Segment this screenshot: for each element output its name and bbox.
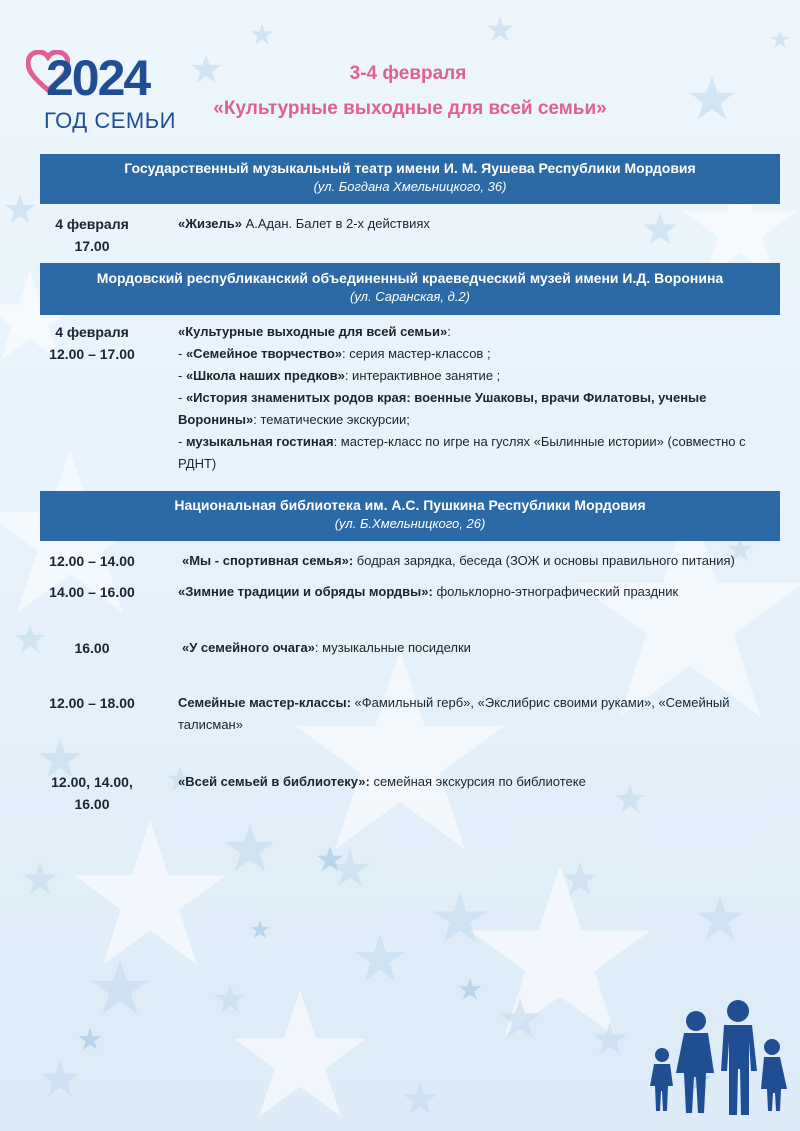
list-item (178, 343, 760, 365)
event-date: 4 февраля (55, 324, 129, 340)
event-name: «У семейного очага» (182, 640, 315, 655)
punctuation: : (447, 324, 451, 339)
event-description (178, 581, 760, 603)
item-details: : серия мастер-классов ; (342, 346, 491, 361)
event-name: «Культурные выходные для всей семьи» (178, 324, 448, 339)
event-time: 12.00 – 18.00 (49, 695, 135, 711)
item-details: : интерактивное занятие ; (344, 368, 501, 383)
event-time: 12.00 – 14.00 (49, 553, 135, 569)
venue-name: Национальная библиотека им. А.С. Пушкина Республики Мордовия (174, 497, 646, 513)
event-name: «Мы - спортивная семья»: (182, 553, 354, 568)
item-details: РДНТ) (178, 456, 217, 471)
event-details: семейная экскурсия по библиотеке (369, 774, 586, 789)
event-details: А.Адан. Балет в 2-х действиях (241, 216, 430, 231)
item-name: Воронины» (178, 412, 254, 427)
event-description (178, 692, 760, 736)
event-hour: 12.00 – 17.00 (49, 346, 135, 362)
bullet: - (178, 434, 186, 449)
event-description (182, 550, 764, 572)
event-description (178, 321, 760, 475)
venue-header-library (40, 491, 780, 541)
event-name: Семейные мастер-классы: (178, 695, 351, 710)
event-hour: 12.00, 14.00, (51, 774, 133, 790)
logo-year: 2024 (46, 50, 150, 106)
venue-address: (ул. Б.Хмельницкого, 26) (334, 516, 486, 531)
venue-address: (ул. Богдана Хмельницкого, 36) (313, 179, 507, 194)
item-name: «История знаменитых родов края: военные Ушаковы, врачи Филатовы, ученые (185, 390, 707, 405)
venue-address: (ул. Саранская, д.2) (349, 289, 470, 304)
venue-name: Мордовский республиканский объединенный краеведческий музей имени И.Д. Воронина (96, 270, 724, 286)
event-dates: 3-4 февраля (349, 63, 467, 84)
event-name: «Всей семьей в библиотеку»: (178, 774, 370, 789)
venue-header-museum (40, 263, 780, 315)
item-details: : мастер-класс по игре на гуслях «Былинные истории» (совместно с (333, 434, 746, 449)
event-time (40, 771, 144, 815)
event-time (40, 321, 144, 365)
family-silhouette-icon (640, 995, 790, 1115)
event-details: фольклорно-этнографический праздник (432, 584, 679, 599)
event-hour: 16.00 (74, 796, 110, 812)
event-details-continued: талисман» (178, 717, 243, 732)
bullet: - (178, 346, 186, 361)
event-details: «Фамильный герб», «Экслибрис своими руками», «Семейный (350, 695, 730, 710)
event-name: «Зимние традиции и обряды мордвы»: (178, 584, 433, 599)
event-time (40, 213, 144, 257)
list-item-continued (178, 409, 760, 431)
list-item (178, 431, 760, 453)
event-title: «Культурные выходные для всей семьи» (213, 98, 607, 119)
venue-header-theatre (40, 154, 780, 204)
event-description (178, 771, 760, 793)
event-date: 4 февраля (55, 216, 129, 232)
event-details: бодрая зарядка, беседа (ЗОЖ и основы правильного питания) (353, 553, 735, 568)
item-name: музыкальная гостиная (185, 434, 334, 449)
list-item (178, 365, 760, 387)
item-details: : тематические экскурсии; (253, 412, 410, 427)
event-hour: 17.00 (74, 238, 110, 254)
event-details: : музыкальные посиделки (314, 640, 471, 655)
bullet: - (178, 390, 186, 405)
event-name: «Жизель» (178, 216, 242, 231)
list-item (178, 387, 760, 409)
item-name: «Семейное творчество» (185, 346, 343, 361)
bullet: - (178, 368, 186, 383)
logo-subtitle: ГОД СЕМЬИ (44, 108, 176, 133)
venue-name: Государственный музыкальный театр имени И. М. Яушева Республики Мордовия (124, 160, 696, 176)
event-description (178, 213, 760, 235)
list-item-continued (178, 453, 760, 475)
event-description (182, 637, 764, 659)
year-of-family-logo (26, 48, 176, 148)
event-time: 14.00 – 16.00 (49, 584, 135, 600)
item-name: «Школа наших предков» (185, 368, 345, 383)
event-time: 16.00 (74, 640, 110, 656)
